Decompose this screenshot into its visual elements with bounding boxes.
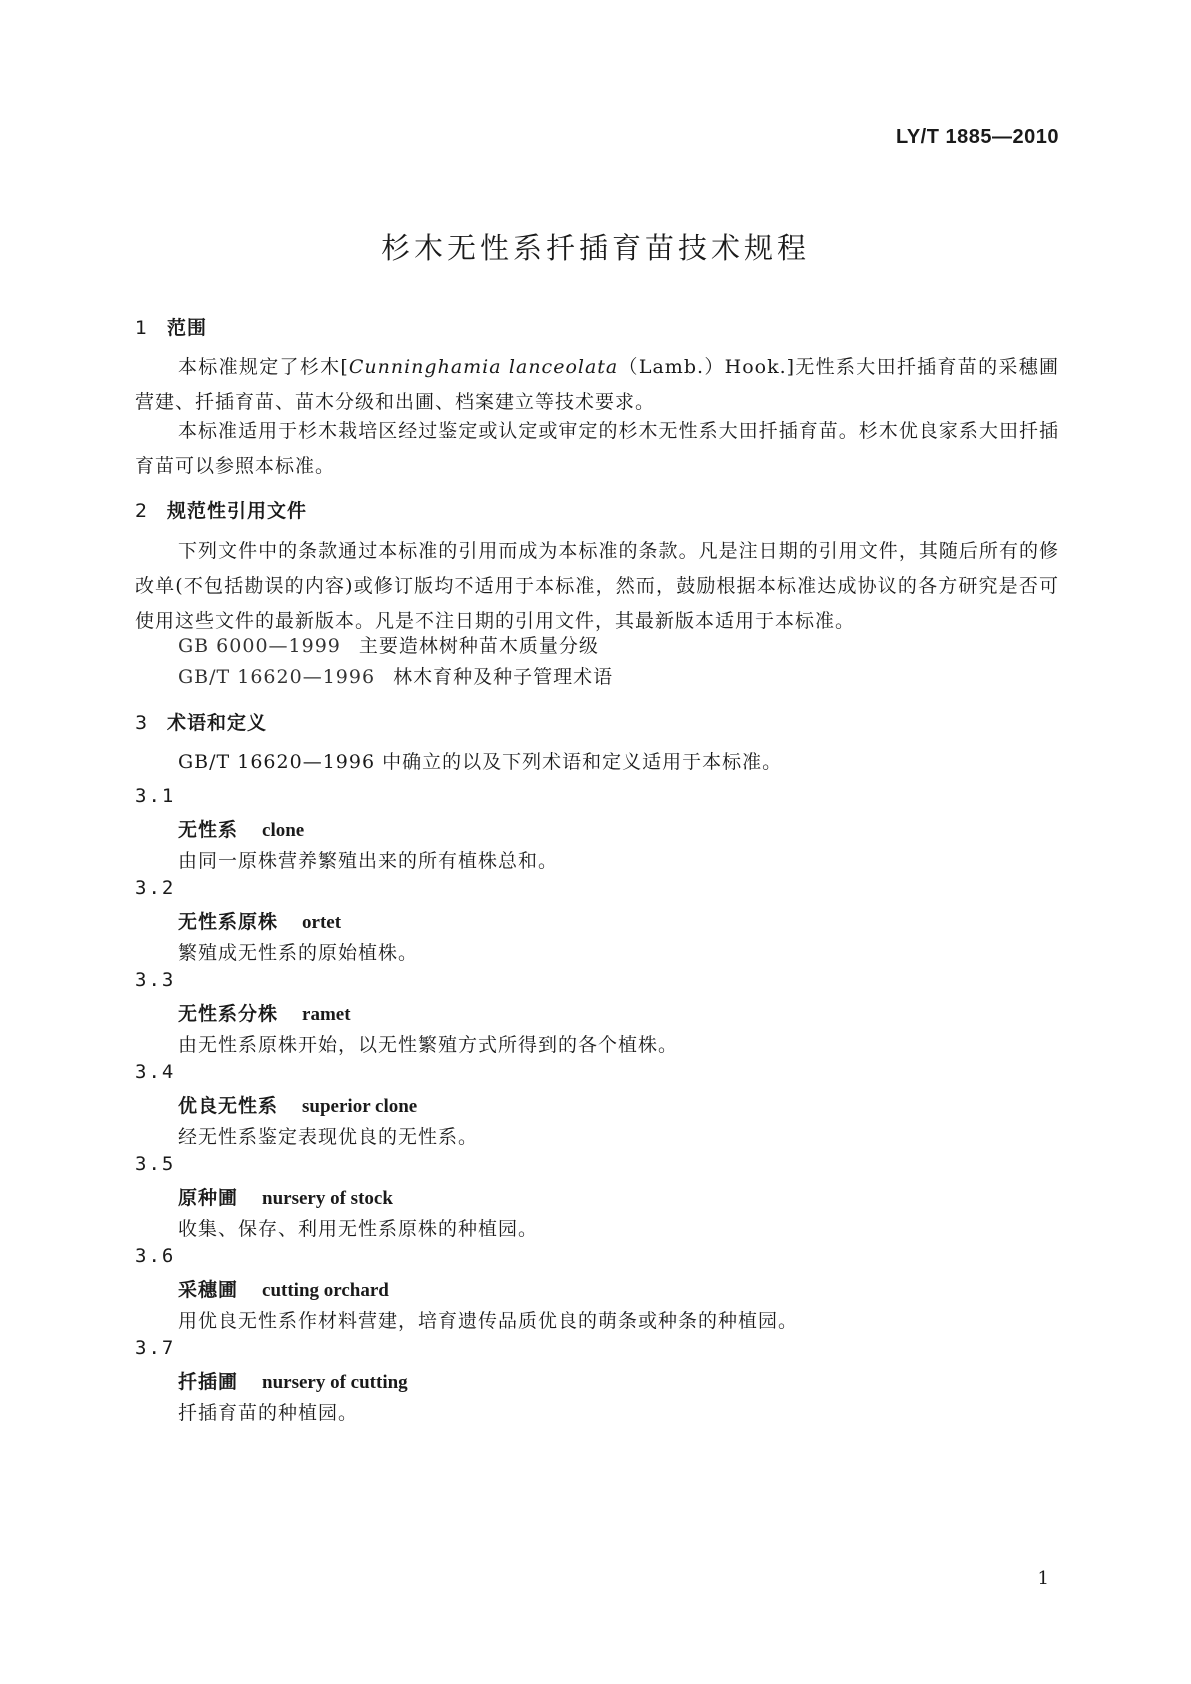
section-title: 术语和定义: [167, 712, 268, 734]
term-number: 3.4: [135, 1061, 176, 1083]
section-heading-terms: [135, 708, 267, 735]
section-heading-scope: [135, 313, 207, 340]
term-number: 3.6: [135, 1245, 176, 1267]
section-heading-normative-references: [135, 496, 307, 523]
term-definition: 由无性系原株开始，以无性繁殖方式所得到的各个植株。: [178, 1034, 679, 1056]
reference-item: [178, 662, 613, 689]
term-number: 3.7: [135, 1337, 176, 1359]
term-name: 采穗圃 cutting orchard: [178, 1279, 389, 1301]
term-number: 3.2: [135, 877, 176, 899]
term-definition: 经无性系鉴定表现优良的无性系。: [178, 1126, 479, 1148]
terms-intro: GB/T 16620—1996 中确立的以及下列术语和定义适用于本标准。: [178, 751, 783, 773]
scope-paragraph-2: 本标准适用于杉木栽培区经过鉴定或认定或审定的杉木无性系大田扦插育苗。杉木优良家系大田扦插育苗可以参照本标准。: [135, 420, 1059, 477]
section-number: 2: [135, 500, 149, 522]
section-title: 范围: [167, 317, 208, 339]
reference-title: 主要造林树种苗木质量分级: [358, 635, 599, 657]
term-name: 扦插圃 nursery of cutting: [178, 1371, 408, 1393]
references-paragraph: 下列文件中的条款通过本标准的引用而成为本标准的条款。凡是注日期的引用文件，其随后所有的修改单(不包括勘误的内容)或修订版均不适用于本标准，然而，鼓励根据本标准达成协议的各方研究是否可使用这些文件的最新版本。凡是不注日期的引用文件，其最新版本适用于本标准。: [135, 540, 1059, 632]
term-name: 原种圃 nursery of stock: [178, 1187, 393, 1209]
term-name: 无性系原株 ortet: [178, 911, 342, 933]
term-number: 3.1: [135, 785, 176, 807]
reference-item: [178, 631, 599, 658]
term-definition: 扦插育苗的种植园。: [178, 1402, 359, 1424]
term-name: 无性系分株 ramet: [178, 1003, 351, 1025]
standard-number: LY/T 1885—2010: [895, 126, 1059, 148]
term-name: 优良无性系 superior clone: [178, 1095, 418, 1117]
section-title: 规范性引用文件: [167, 500, 308, 522]
section-number: 1: [135, 317, 149, 339]
latin-name: Cunninghamia lanceolata: [348, 356, 619, 378]
document-title: 杉木无性系扦插育苗技术规程: [380, 231, 810, 265]
term-definition: 收集、保存、利用无性系原株的种植园。: [178, 1218, 539, 1240]
term-name: 无性系 clone: [178, 819, 305, 841]
term-number: 3.3: [135, 969, 176, 991]
page-number: 1: [1037, 1568, 1049, 1589]
section-number: 3: [135, 712, 149, 734]
term-definition: 繁殖成无性系的原始植株。: [178, 942, 419, 964]
term-definition: 由同一原株营养繁殖出来的所有植株总和。: [178, 850, 559, 872]
term-number: 3.5: [135, 1153, 176, 1175]
scope-paragraph-1: 本标准规定了杉木[Cunninghamia lanceolata（Lamb.）Hook.]无性系大田扦插育苗的采穗圃营建、扦插育苗、苗木分级和出圃、档案建立等技术要求。: [135, 356, 1059, 413]
term-definition: 用优良无性系作材料营建，培育遗传品质优良的萌条或种条的种植园。: [178, 1310, 799, 1332]
reference-code: GB/T 16620—1996: [178, 666, 376, 688]
reference-title: 林木育种及种子管理术语: [393, 666, 614, 688]
reference-code: GB 6000—1999: [178, 635, 341, 657]
